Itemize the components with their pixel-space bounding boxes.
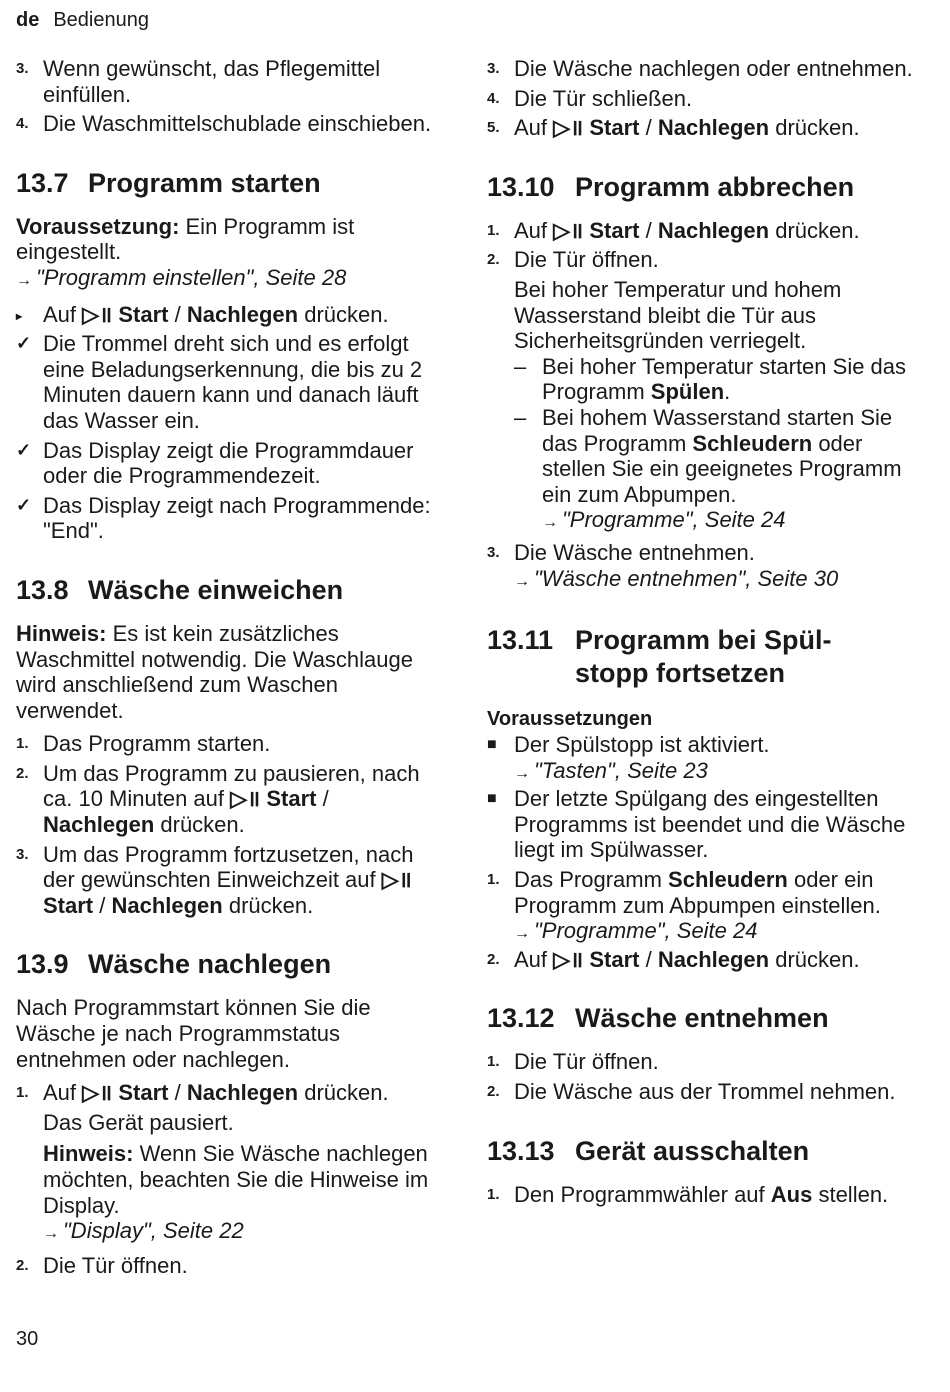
section-heading: 13.8 Wäsche einweichen	[16, 574, 344, 605]
list-item: 5. Auf ▷॥ Start / Nachlegen drücken.	[487, 115, 860, 141]
list-item: 4. Die Waschmittelschublade einschieben.	[16, 111, 432, 137]
step-number: 3.	[16, 845, 29, 863]
play-pause-icon: ▷॥	[553, 115, 584, 141]
list-item: 1. Das Programm starten.	[16, 731, 271, 757]
list-item: 1. Auf ▷॥ Start / Nachlegen drücken.	[487, 217, 860, 243]
section-heading: 13.9 Wäsche nachlegen	[16, 949, 332, 980]
requirement-item: ■ Der letzte Spülgang des eingestellten Programms ist beendet und die Wäsche liegt im Spülwasser.	[487, 786, 906, 863]
square-bullet-icon: ■	[487, 790, 497, 808]
cross-reference[interactable]: → "Wäsche entnehmen", Seite 30	[514, 565, 839, 591]
step-number: 2.	[487, 1083, 500, 1101]
section-heading: 13.10 Programm abbrechen	[487, 171, 855, 202]
note: Hinweis: Wenn Sie Wäsche nachlegen möchten, beachten Sie die Hinweise im Display.	[43, 1141, 429, 1218]
note: Hinweis: Es ist kein zusätzliches Waschmittel notwendig. Die Waschlauge wird anschließend zum Waschen verwendet.	[16, 620, 413, 723]
left-column	[16, 56, 446, 1282]
step-number: 1.	[16, 735, 29, 753]
step-number: 2.	[487, 950, 500, 968]
step-number: 2.	[16, 764, 29, 782]
list-item: 3. Wenn gewünscht, das Pflegemittel einfüllen.	[16, 56, 381, 107]
section-heading: 13.11 Programm bei Spül- stopp fortsetzen	[487, 625, 832, 689]
section-heading: 13.13 Gerät ausschalten	[487, 1135, 810, 1166]
dash-item: – Bei hohem Wasserstand starten Sie das Programm Schleudern oder stellen Sie ein geeignetes Programm ein zum Abpumpen.	[514, 404, 902, 507]
play-pause-icon: ▷॥	[82, 301, 113, 327]
arrow-icon: →	[514, 925, 530, 943]
play-pause-icon: ▷॥	[230, 786, 261, 812]
paragraph: Nach Programmstart können Sie die Wäsche je nach Programmstatus entnehmen oder nachlegen.	[16, 995, 371, 1072]
play-pause-icon: ▷॥	[553, 946, 584, 972]
arrow-icon: →	[43, 1225, 59, 1243]
arrow-icon: →	[514, 764, 530, 782]
list-item: 1. Den Programmwähler auf Aus stellen.	[487, 1181, 889, 1207]
step-number: 1.	[487, 871, 500, 889]
cross-reference[interactable]: → "Programme", Seite 24	[514, 918, 758, 944]
list-item: 2. Die Tür öffnen.	[16, 1252, 188, 1278]
square-bullet-icon: ■	[487, 736, 497, 754]
list-item: 3. Um das Programm fortzusetzen, nach der gewünschten Einweichzeit auf ▷॥ Start / Nachlegen drücken.	[16, 841, 414, 918]
subheading: Voraussetzungen	[487, 708, 653, 731]
list-item: 1. Die Tür öffnen.	[487, 1049, 659, 1075]
check-icon: ✓	[16, 333, 32, 354]
requirement: Voraussetzung: Ein Programm ist eingestellt.	[16, 213, 355, 265]
result-item: ✓ Das Display zeigt nach Programmende: "End".	[16, 492, 431, 544]
section-heading: 13.7 Programm starten	[16, 167, 321, 198]
step-number: 1.	[16, 1084, 29, 1102]
step-number: 3.	[16, 60, 29, 77]
check-icon: ✓	[16, 494, 32, 515]
check-icon: ✓	[16, 439, 32, 460]
page-number: 30	[16, 1328, 39, 1350]
list-item: 3. Die Wäsche entnehmen.	[487, 539, 755, 565]
cross-reference[interactable]: → "Display", Seite 22	[43, 1218, 244, 1244]
step-number: 4.	[487, 89, 500, 107]
arrow-icon: →	[16, 271, 32, 289]
step-number: 3.	[487, 60, 500, 77]
cross-reference[interactable]: → "Tasten", Seite 23	[514, 757, 708, 783]
step-number: 4.	[16, 115, 29, 133]
step-number: 1.	[487, 1185, 500, 1203]
step-number: 5.	[487, 119, 500, 137]
play-pause-icon: ▷॥	[82, 1080, 113, 1106]
list-item: 2. Die Wäsche aus der Trommel nehmen.	[487, 1079, 896, 1105]
action-item: ▸ Auf ▷॥ Start / Nachlegen drücken.	[16, 302, 446, 328]
list-item: 4. Die Tür schließen.	[487, 85, 693, 111]
step-number: 1.	[487, 221, 500, 239]
triangle-bullet-icon: ▸	[16, 308, 23, 323]
play-pause-icon: ▷॥	[381, 867, 412, 893]
right-column	[487, 56, 917, 1211]
cross-reference[interactable]: → "Programme", Seite 24	[542, 507, 786, 533]
list-item: 2. Auf ▷॥ Start / Nachlegen drücken.	[487, 946, 860, 972]
result-item: ✓ Das Display zeigt die Programmdauer oder die Programmendezeit.	[16, 437, 414, 489]
arrow-icon: →	[542, 514, 558, 532]
page-header	[16, 9, 149, 32]
section-name: Bedienung	[53, 9, 149, 31]
list-item: 1. Auf ▷॥ Start / Nachlegen drücken.	[16, 1080, 389, 1106]
list-item: 2. Um das Programm zu pausieren, nach ca. 10 Minuten auf ▷॥ Start / Nachlegen drücken.	[16, 760, 420, 838]
requirement-item: ■ Der Spülstopp ist aktiviert.	[487, 732, 770, 758]
arrow-icon: →	[514, 572, 530, 590]
section-heading: 13.12 Wäsche entnehmen	[487, 1003, 829, 1034]
step-result: Das Gerät pausiert.	[43, 1109, 234, 1135]
list-item: 3. Die Wäsche nachlegen oder entnehmen.	[487, 56, 913, 81]
cross-reference[interactable]: → "Programm einstellen", Seite 28	[16, 264, 347, 290]
step-text: Bei hoher Temperatur und hohem Wasserstand bleibt die Tür aus Sicherheitsgründen verriegelt.	[514, 276, 842, 354]
step-number: 1.	[487, 1053, 500, 1071]
play-pause-icon: ▷॥	[553, 217, 584, 243]
list-item: 1. Das Programm Schleudern oder ein Programm zum Abpumpen einstellen.	[487, 867, 881, 918]
dash-item: – Bei hoher Temperatur starten Sie das Programm Spülen.	[514, 353, 907, 405]
list-item: 2. Die Tür öffnen.	[487, 247, 659, 273]
step-number: 2.	[487, 251, 500, 269]
step-number: 3.	[487, 543, 500, 561]
language-tag: de	[16, 9, 40, 31]
result-item: ✓ Die Trommel dreht sich und es erfolgt eine Beladungserkennung, die bis zu 2 Minuten dauern kann und danach läuft das Wasser ein.	[16, 331, 423, 433]
step-number: 2.	[16, 1256, 29, 1274]
